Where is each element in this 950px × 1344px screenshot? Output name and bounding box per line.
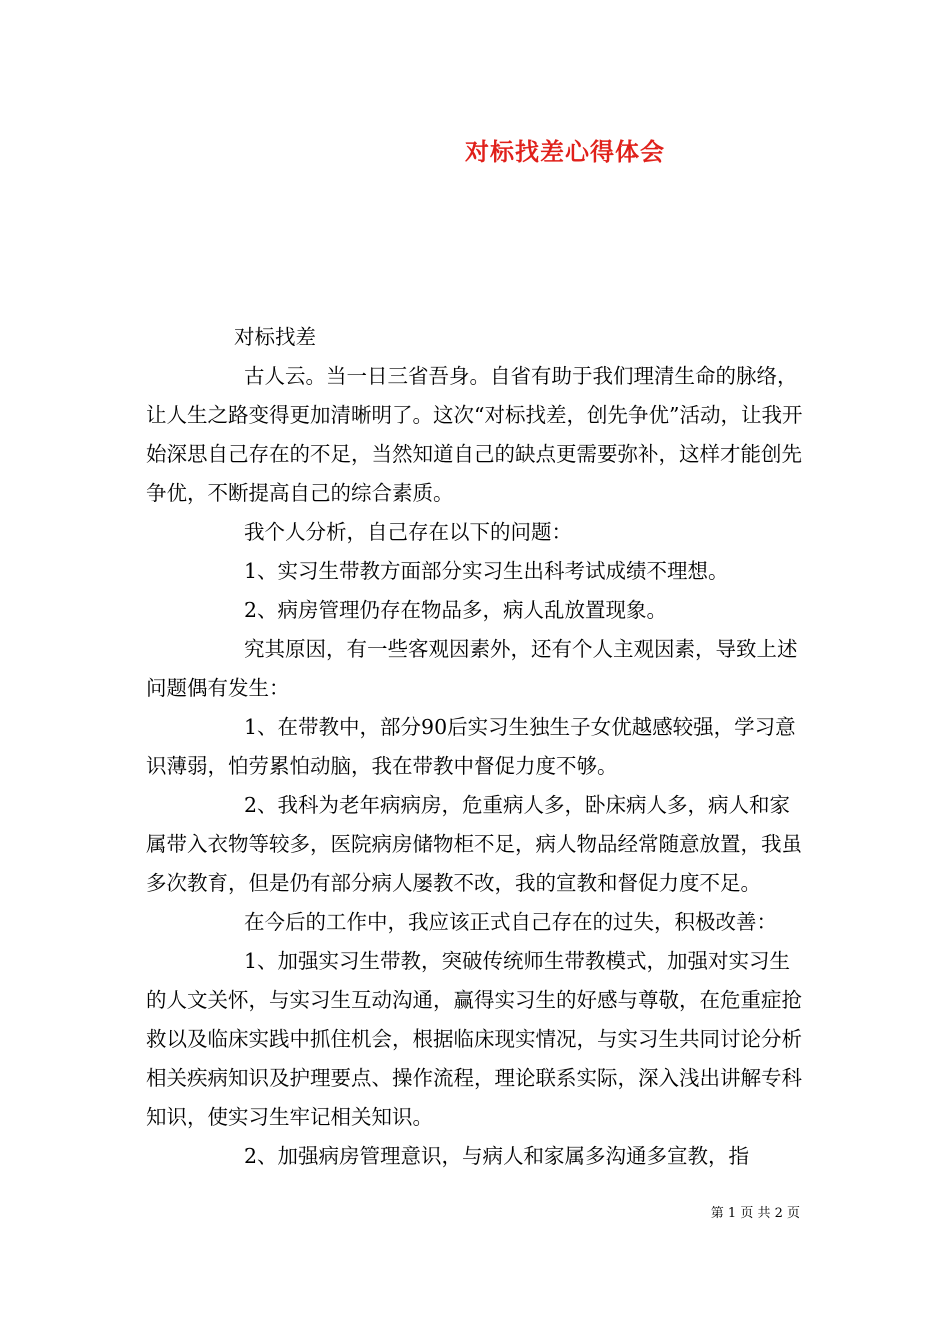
paragraph-cause-2: 2、我科为老年病病房，危重病人多，卧床病人多，病人和家属带入衣物等较多，医院病房储物柜不足，病人物品经常随意放置，我虽多次教育，但是仍有部分病人屡教不改，我的宣教和督促力度不足。	[146, 793, 802, 895]
page-number: 第 1 页 共 2 页	[710, 1206, 800, 1221]
section-heading: 对标找差	[234, 325, 316, 349]
paragraph-intro: 古人云。当一日三省吾身。自省有助于我们理清生命的脉络，让人生之路变得更加清晰明了。这次“对标找差，创先争优”活动，让我开始深思自己存在的不足，当然知道自己的缺点更需要弥补，这样才能创先争优，不断提高自己的综合素质。	[146, 364, 803, 505]
paragraph-improvement-2: 2、加强病房管理意识，与病人和家属多沟通多宣教，指	[244, 1144, 750, 1168]
paragraph-cause-1: 1、在带教中，部分90后实习生独生子女优越感较强，学习意识薄弱，怕劳累怕动脑，我在带教中督促力度不够。	[146, 715, 796, 778]
paragraph-analysis: 我个人分析，自己存在以下的问题：	[244, 520, 572, 544]
document-body	[146, 318, 810, 1176]
paragraph-problem-1: 1、实习生带教方面部分实习生出科考试成绩不理想。	[244, 559, 729, 583]
paragraph-improvement: 在今后的工作中，我应该正式自己存在的过失，积极改善：	[244, 910, 777, 934]
document-title: 对标找差心得体会	[465, 137, 665, 166]
paragraph-cause: 究其原因，有一些客观因素外，还有个人主观因素，导致上述问题偶有发生：	[146, 637, 798, 700]
paragraph-improvement-1: 1、加强实习生带教，突破传统师生带教模式，加强对实习生的人文关怀，与实习生互动沟通，赢得实习生的好感与尊敬，在危重症抢救以及临床实践中抓住机会，根据临床现实情况，与实习生共同讨论分析相关疾病知识及护理要点、操作流程，理论联系实际，深入浅出讲解专科知识，使实习生牢记相关知识。	[146, 949, 802, 1129]
paragraph-problem-2: 2、病房管理仍存在物品多，病人乱放置现象。	[244, 598, 668, 622]
